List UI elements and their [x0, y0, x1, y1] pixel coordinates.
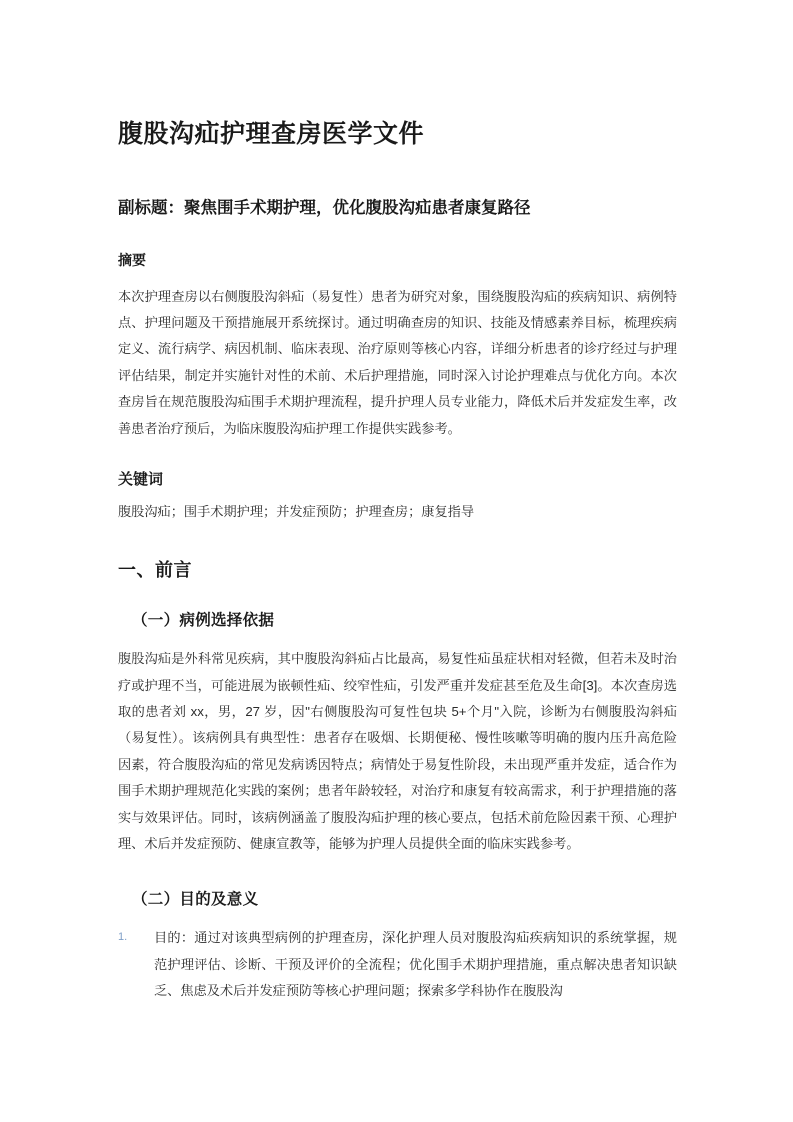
keywords-heading: 关键词 [118, 471, 164, 489]
abstract-heading: 摘要 [118, 251, 146, 268]
subsection-heading-1-1: （一）病例选择依据 [132, 612, 275, 630]
subsection-1-1-text: 腹股沟疝是外科常见疾病，其中腹股沟斜疝占比最高，易复性疝虽症状相对轻微，但若未及时治疗或护理不当，可能进展为嵌顿性疝、绞窄性疝，引发严重并发症甚至危及生命[3]。本次查房选取的患者刘 xx，男，27 岁，因"右侧腹股沟可复性包块 5+个月"入院，诊断为右侧腹股沟斜疝（易复性）。该病例具有典型性：患者存在吸烟、长期便秘、慢性咳嗽等明确的腹内压升高危险因素，符合腹股沟疝的常见发病诱因特点；病情处于易复性阶段，未出现严重并发症，适合作为围手术期护理规范化实践的案例；患者年龄较轻，对治疗和康复有较高需求，利于护理措施的落实与效果评估。同时，该病例涵盖了腹股沟疝护理的核心要点，包括术前危险因素干预、心理护理、术后并发症预防、健康宣教等，能够为护理人员提供全面的临床实践参考。 [118, 651, 677, 851]
list-item-text: 目的：通过对该典型病例的护理查房，深化护理人员对腹股沟疝疾病知识的系统掌握，规范护理评估、诊断、干预及评价的全流程；优化围手术期护理措施，重点解决患者知识缺乏、焦虑及术后并发症预防等核心护理问题；探索多学科协作在腹股沟 [154, 930, 677, 999]
list-item [118, 925, 677, 1004]
subsection-heading-1-2: （二）目的及意义 [132, 891, 259, 909]
section-heading-1: 一、前言 [118, 560, 192, 581]
page-title: 腹股沟疝护理查房医学文件 [118, 120, 425, 148]
abstract-text: 本次护理查房以右侧腹股沟斜疝（易复性）患者为研究对象，围绕腹股沟疝的疾病知识、病例特点、护理问题及干预措施展开系统探讨。通过明确查房的知识、技能及情感素养目标，梳理疾病定义、流行病学、病因机制、临床表现、治疗原则等核心内容，详细分析患者的诊疗经过与护理评估结果，制定并实施针对性的术前、术后护理措施，同时深入讨论护理难点与优化方向。本次查房旨在规范腹股沟疝围手术期护理流程，提升护理人员专业能力，降低术后并发症发生率，改善患者治疗预后，为临床腹股沟疝护理工作提供实践参考。 [118, 288, 677, 436]
list-item-number: 1. [118, 931, 128, 944]
document-subtitle: 副标题：聚焦围手术期护理，优化腹股沟疝患者康复路径 [118, 198, 531, 217]
keywords-text: 腹股沟疝；围手术期护理；并发症预防；护理查房；康复指导 [118, 504, 475, 520]
